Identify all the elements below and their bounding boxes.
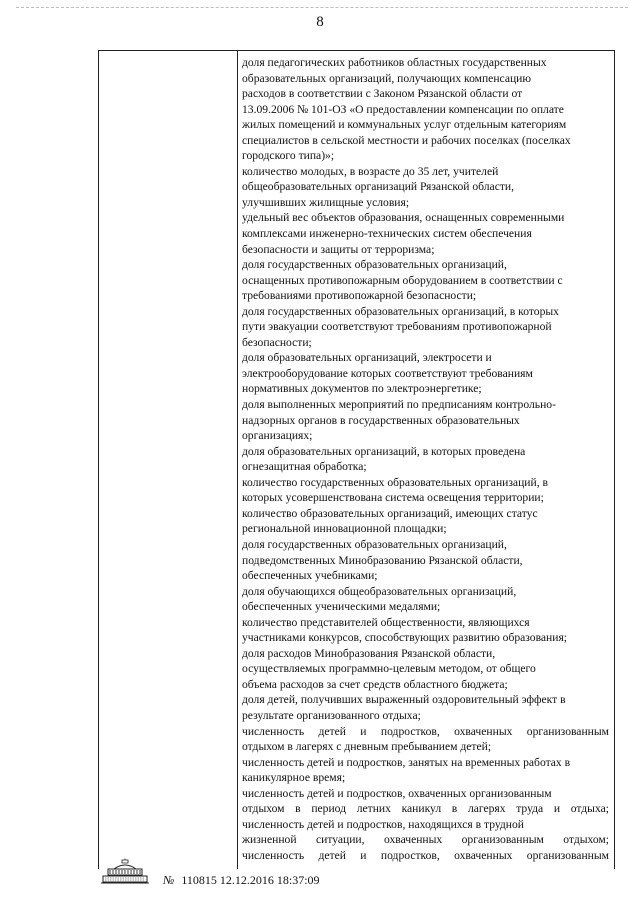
indicator-line: доля государственных образовательных организаций, bbox=[242, 537, 507, 551]
indicator-line: региональной инновационной площадки; bbox=[242, 522, 447, 536]
indicator-line: количество образовательных организаций, имеющих статус bbox=[242, 506, 538, 520]
table-column-divider bbox=[237, 51, 238, 869]
indicator-line: доля выполненных мероприятий по предписаниям контрольно- bbox=[242, 398, 556, 412]
indicator-line: численность детей и подростков, охваченных организованным bbox=[242, 724, 609, 738]
indicator-line: объема расходов за счет средств областного бюджета; bbox=[242, 677, 508, 691]
indicator-line: отдыхом в лагерях с дневным пребыванием детей; bbox=[242, 740, 492, 754]
indicator-line: комплексами инженерно-технических систем обеспечения bbox=[242, 227, 532, 241]
indicator-line: доля государственных образовательных организаций, bbox=[242, 258, 507, 272]
indicator-line: требованиями противопожарной безопасности; bbox=[242, 289, 477, 303]
indicator-line: доля педагогических работников областных государственных bbox=[242, 56, 547, 69]
indicator-line: электрооборудование которых соответствуют требованиям bbox=[242, 366, 533, 380]
indicator-line: доля детей, получивших выраженный оздоровительный эффект в bbox=[242, 693, 566, 707]
indicator-line: организациях; bbox=[242, 429, 313, 443]
indicator-line: расходов в соответствии с Законом Рязанской области от bbox=[242, 87, 523, 101]
indicator-line: участниками конкурсов, способствующих развитию образования; bbox=[242, 631, 568, 645]
indicator-line: количество молодых, в возрасте до 35 лет, учителей bbox=[242, 164, 499, 178]
indicator-line: отдыхом в период летних каникул в лагерях труда и отдыха; bbox=[242, 802, 609, 816]
indicator-line: безопасности и защиты от терроризма; bbox=[242, 242, 435, 256]
indicators-table bbox=[98, 50, 615, 869]
indicator-line: специалистов в сельской местности и рабочих поселках (поселках bbox=[242, 133, 571, 147]
indicator-line: доля государственных образовательных организаций, в которых bbox=[242, 304, 559, 318]
indicator-line: которых усовершенствована система освещения территории; bbox=[242, 491, 544, 505]
indicator-line: 13.09.2006 № 101-ОЗ «О предоставлении компенсации по оплате bbox=[242, 102, 564, 116]
indicator-line: надзорных органов в государственных образовательных bbox=[242, 413, 520, 427]
indicator-line: обеспеченных учебниками; bbox=[242, 569, 378, 583]
indicator-line: пути эвакуации соответствуют требованиям противопожарной bbox=[242, 320, 552, 334]
indicator-line: общеобразовательных организаций Рязанской области, bbox=[242, 180, 515, 194]
indicator-line: численность детей и подростков, находящихся в трудной bbox=[242, 817, 525, 831]
indicator-line: каникулярное время; bbox=[242, 771, 346, 785]
indicator-line: жизненной ситуации, охваченных организованным отдыхом; bbox=[242, 833, 609, 847]
document-footer bbox=[100, 858, 400, 888]
document-datetime: 12.12.2016 18:37:09 bbox=[219, 873, 320, 887]
indicator-line: образовательных организаций, получающих компенсацию bbox=[242, 71, 532, 85]
scan-top-line bbox=[16, 7, 628, 8]
indicator-line: улучшивших жилищные условия; bbox=[242, 195, 410, 209]
document-registration-stamp bbox=[163, 873, 320, 888]
indicator-line: количество государственных образовательных организаций, в bbox=[242, 475, 548, 489]
indicator-line: численность детей и подростков, занятых на временных работах в bbox=[242, 755, 571, 769]
indicator-line: осуществляемых программно-целевым методом, от общего bbox=[242, 662, 536, 676]
indicator-line: безопасности; bbox=[242, 335, 312, 349]
indicator-line: результате организованного отдыха; bbox=[242, 708, 421, 722]
indicator-line: доля образовательных организаций, в которых проведена bbox=[242, 444, 526, 458]
indicator-line: доля образовательных организаций, электросети и bbox=[242, 351, 492, 365]
number-sign: № bbox=[163, 873, 175, 887]
indicator-line: доля обучающихся общеобразовательных организаций, bbox=[242, 584, 517, 598]
indicator-line: численность детей и подростков, охваченных организованным bbox=[242, 786, 552, 800]
indicator-line: обеспеченных ученическими медалями; bbox=[242, 600, 441, 614]
indicators-list bbox=[242, 55, 609, 863]
indicator-line: доля расходов Минобразования Рязанской области, bbox=[242, 646, 496, 660]
indicator-line: городского типа)»; bbox=[242, 149, 335, 163]
indicator-line: нормативных документов по электроэнергетике; bbox=[242, 382, 482, 396]
page-number: 8 bbox=[316, 14, 324, 30]
indicator-line: количество представителей общественности, являющихся bbox=[242, 615, 530, 629]
indicator-line: огнезащитная обработка; bbox=[242, 460, 367, 474]
indicator-line: удельный вес объектов образования, оснащенных современными bbox=[242, 211, 565, 225]
indicator-line: численность детей и подростков, охваченных организованным bbox=[242, 848, 609, 862]
indicator-line: подведомственных Минобразованию Рязанской области, bbox=[242, 553, 523, 567]
government-emblem-icon bbox=[100, 858, 150, 886]
indicator-line: оснащенных противопожарным оборудованием в соответствии с bbox=[242, 273, 563, 287]
indicator-line: жилых помещений и коммунальных услуг отдельным категориям bbox=[242, 118, 567, 132]
document-number: 110815 bbox=[181, 873, 217, 887]
